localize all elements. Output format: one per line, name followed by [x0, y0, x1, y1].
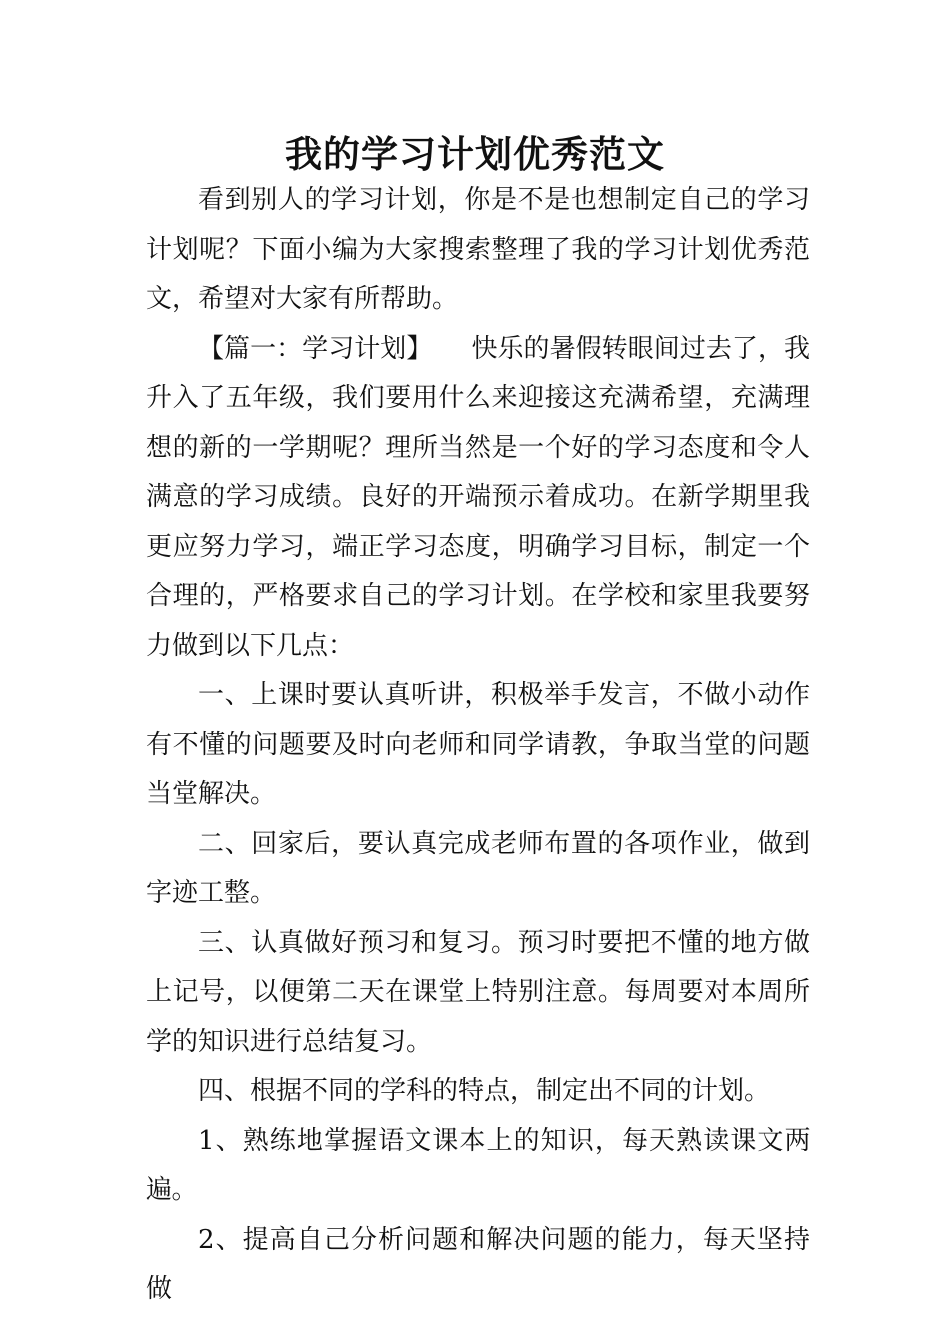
intro-paragraph: 看到别人的学习计划，你是不是也想制定自己的学习计划呢？下面小编为大家搜索整理了我的学习计划优秀范文，希望对大家有所帮助。: [146, 185, 810, 314]
point-four-paragraph: 四、根据不同的学科的特点，制定出不同的计划。: [198, 1076, 771, 1106]
point-three-paragraph: 三、认真做好预习和复习。预习时要把不懂的地方做上记号，以便第二天在课堂上特别注意。每周要对本周所学的知识进行总结复习。: [146, 927, 810, 1057]
section-one-paragraph: 【篇一：学习计划】 快乐的暑假转眼间过去了，我升入了五年级，我们要用什么来迎接这充满希望，充满理想的新的一学期呢？理所当然是一个好的学习态度和令人满意的学习成绩。良好的开端预示着成功。在新学期里我更应努力学习，端正学习态度，明确学习目标，制定一个合理的，严格要求自己的学习计划。在学校和家里我要努力做到以下几点：: [146, 333, 810, 661]
subpoint-one-paragraph: 1、熟练地掌握语文课本上的知识，每天熟读课文两遍。: [146, 1125, 810, 1205]
point-two-paragraph: 二、回家后，要认真完成老师布置的各项作业，做到字迹工整。: [146, 828, 810, 908]
document-title: 我的学习计划优秀范文: [285, 132, 665, 176]
subpoint-two-paragraph: 2、提高自己分析问题和解决问题的能力，每天坚持做: [146, 1224, 810, 1304]
point-one-paragraph: 一、上课时要认真听讲，积极举手发言，不做小动作有不懂的问题要及时向老师和同学请教，争取当堂的问题当堂解决。: [146, 680, 810, 809]
document-body: [146, 176, 810, 1315]
